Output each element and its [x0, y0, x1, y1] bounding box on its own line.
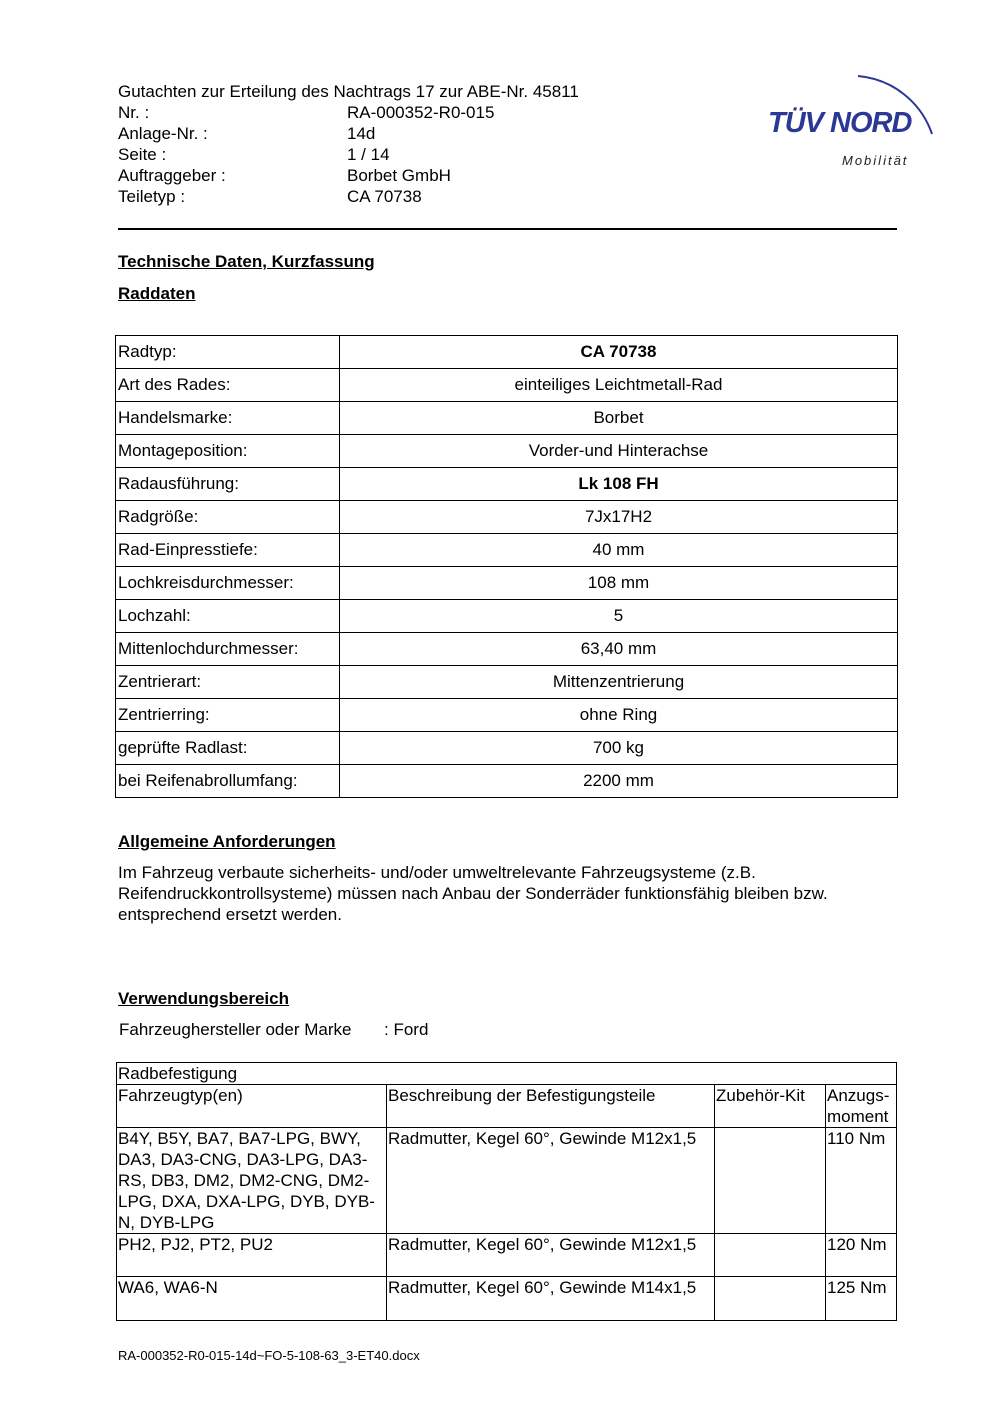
vehicle-maker-line	[119, 1019, 428, 1040]
spec-label: bei Reifenabrollumfang:	[116, 765, 340, 798]
accessory-kit-cell	[715, 1128, 826, 1234]
table-caption: Radbefestigung	[117, 1063, 897, 1085]
column-header: Fahrzeugtyp(en)	[117, 1085, 387, 1128]
torque-cell: 125 Nm	[826, 1277, 897, 1321]
spec-value: 7Jx17H2	[340, 501, 898, 534]
spec-value: 2200 mm	[340, 765, 898, 798]
vehicle-types-cell: WA6, WA6-N	[117, 1277, 387, 1321]
spec-label: geprüfte Radlast:	[116, 732, 340, 765]
spec-value: ohne Ring	[340, 699, 898, 732]
document-title: Gutachten zur Erteilung des Nachtrags 17 zur ABE-Nr. 45811	[118, 82, 579, 101]
spec-value: einteiliges Leichtmetall-Rad	[340, 369, 898, 402]
spec-value: Borbet	[340, 402, 898, 435]
section-heading-usage: Verwendungsbereich	[118, 989, 289, 1008]
header-value: 1 / 14	[347, 145, 390, 164]
section-heading-tech: Technische Daten, Kurzfassung	[118, 252, 375, 271]
document-filename-footer: RA-000352-R0-015-14d~FO-5-108-63_3-ET40.docx	[118, 1348, 420, 1363]
fastener-description-cell: Radmutter, Kegel 60°, Gewinde M12x1,5	[387, 1128, 715, 1234]
table-row	[116, 567, 898, 600]
document-header	[118, 81, 579, 207]
vehicle-maker-value: : Ford	[384, 1020, 429, 1039]
spec-label: Handelsmarke:	[116, 402, 340, 435]
spec-value: 108 mm	[340, 567, 898, 600]
header-row-auftraggeber	[118, 165, 579, 186]
header-label: Teiletyp :	[118, 187, 186, 206]
spec-label: Lochkreisdurchmesser:	[116, 567, 340, 600]
header-value: Borbet GmbH	[347, 166, 451, 185]
table-row	[117, 1128, 897, 1234]
spec-label: Art des Rades:	[116, 369, 340, 402]
spec-value: 40 mm	[340, 534, 898, 567]
fastener-description-cell: Radmutter, Kegel 60°, Gewinde M14x1,5	[387, 1277, 715, 1321]
header-row-seite	[118, 144, 579, 165]
spec-value: Mittenzentrierung	[340, 666, 898, 699]
header-label: Seite :	[118, 145, 167, 164]
table-row	[116, 468, 898, 501]
spec-label: Radtyp:	[116, 336, 340, 369]
spec-label: Rad-Einpresstiefe:	[116, 534, 340, 567]
table-row	[116, 732, 898, 765]
table-row	[116, 699, 898, 732]
table-row	[116, 501, 898, 534]
logo-wordmark: TÜV NORD	[768, 107, 912, 139]
table-caption-row	[117, 1063, 897, 1085]
table-row	[116, 435, 898, 468]
torque-cell: 110 Nm	[826, 1128, 897, 1234]
wheel-mounting-table	[116, 1062, 897, 1321]
torque-cell: 120 Nm	[826, 1234, 897, 1277]
table-row	[117, 1277, 897, 1321]
header-row-anlage	[118, 123, 579, 144]
vehicle-types-cell: PH2, PJ2, PT2, PU2	[117, 1234, 387, 1277]
table-row	[116, 633, 898, 666]
spec-value: CA 70738	[340, 336, 898, 369]
fastener-description-cell: Radmutter, Kegel 60°, Gewinde M12x1,5	[387, 1234, 715, 1277]
spec-value: 5	[340, 600, 898, 633]
vehicle-types-cell: B4Y, B5Y, BA7, BA7-LPG, BWY, DA3, DA3-CNG, DA3-LPG, DA3-RS, DB3, DM2, DM2-CNG, DM2-LPG, DXA, DXA-LPG, DYB, DYB-N, DYB-LPG	[117, 1128, 387, 1234]
spec-value: Lk 108 FH	[340, 468, 898, 501]
spec-value: 700 kg	[340, 732, 898, 765]
vehicle-maker-label: Fahrzeughersteller oder Marke	[119, 1020, 352, 1039]
header-value: 14d	[347, 124, 376, 143]
accessory-kit-cell	[715, 1277, 826, 1321]
column-header: Zubehör-Kit	[715, 1085, 826, 1128]
header-label: Auftraggeber :	[118, 166, 226, 185]
spec-value: 63,40 mm	[340, 633, 898, 666]
header-divider	[118, 228, 897, 230]
spec-label: Zentrierart:	[116, 666, 340, 699]
spec-label: Montageposition:	[116, 435, 340, 468]
table-row	[116, 336, 898, 369]
table-row	[116, 666, 898, 699]
table-row	[116, 765, 898, 798]
logo-subtitle: Mobilität	[842, 153, 909, 168]
accessory-kit-cell	[715, 1234, 826, 1277]
tuev-nord-logo	[760, 56, 940, 174]
section-heading-general: Allgemeine Anforderungen	[118, 832, 336, 851]
table-row	[116, 600, 898, 633]
spec-label: Zentrierring:	[116, 699, 340, 732]
header-value: RA-000352-R0-015	[347, 103, 495, 122]
wheel-data-table	[115, 335, 898, 798]
table-row	[117, 1234, 897, 1277]
header-label: Nr. :	[118, 103, 150, 122]
section-heading-wheel: Raddaten	[118, 284, 196, 303]
general-requirements-text: Im Fahrzeug verbaute sicherheits- und/oder umweltrelevante Fahrzeugsysteme (z.B. Reifendruckkontrollsysteme) müssen nach Anbau der Sonderräder funktionsfähig bleiben bzw. entsprechend ersetzt werden.	[118, 863, 828, 924]
header-label: Anlage-Nr. :	[118, 124, 208, 143]
spec-label: Radausführung:	[116, 468, 340, 501]
column-header: Anzugs- moment	[826, 1085, 897, 1128]
header-row-teiletyp	[118, 186, 579, 207]
table-row	[116, 369, 898, 402]
column-header: Beschreibung der Befestigungsteile	[387, 1085, 715, 1128]
table-row	[116, 402, 898, 435]
header-value: CA 70738	[347, 187, 422, 206]
table-row	[116, 534, 898, 567]
spec-label: Lochzahl:	[116, 600, 340, 633]
table-header-row	[117, 1085, 897, 1128]
spec-value: Vorder-und Hinterachse	[340, 435, 898, 468]
spec-label: Radgröße:	[116, 501, 340, 534]
header-row-nr	[118, 102, 579, 123]
spec-label: Mittenlochdurchmesser:	[116, 633, 340, 666]
